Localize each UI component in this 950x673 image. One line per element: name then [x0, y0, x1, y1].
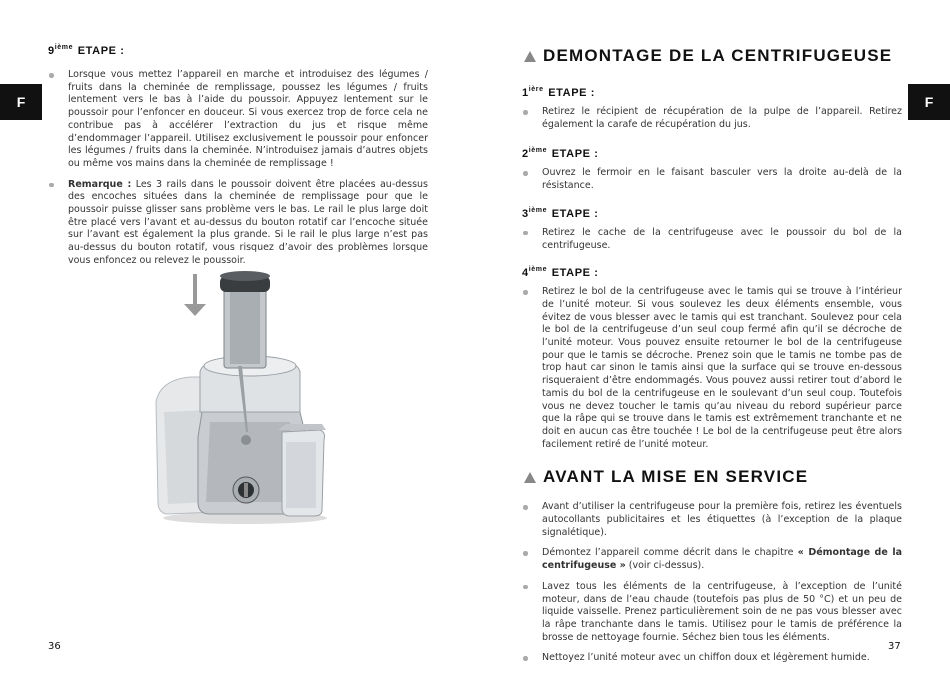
list-item: [522, 501, 902, 539]
juicer-illustration: [150, 262, 330, 527]
step-ordinal: ième: [54, 44, 74, 51]
remark-label: Remarque :: [68, 178, 132, 190]
step-3-title: [522, 207, 902, 220]
page-number-left: 36: [48, 641, 61, 652]
step-label: ETAPE :: [551, 267, 599, 280]
bullet-icon: [523, 171, 528, 176]
step-block: [522, 266, 902, 451]
step-label: ETAPE :: [548, 87, 596, 99]
step-number: 4: [522, 267, 529, 280]
list-item-text: Démontez l’appareil comme décrit dans le chapitre: [542, 547, 798, 559]
step-ordinal: ière: [528, 86, 544, 93]
list-item-text: Retirez le récipient de récupération de la pulpe de l’appareil. Retirez également la carafe de récupération du jus.: [542, 106, 902, 130]
step-9-title: [48, 44, 428, 57]
bullet-icon: [523, 231, 528, 236]
down-arrow-icon: [184, 274, 206, 316]
step-4-title: [522, 266, 902, 279]
list-item-text: Lorsque vous mettez l’appareil en marche et introduisez des légumes / fruits dans la cheminée de remplissage, poussez les légumes / fruits lentement vers le bas à l’aide du poussoir. Appuyez lentement sur le poussoir pour l’enfoncer en douceur. Si vous exercez trop de force cela ne contribue pas à accélérer l’extraction du jus et risque même d’endommager l’appareil. Utilisez exclusivement le poussoir pour enfoncer les légumes / fruits dans la cheminée. N’introduisez jamais d’autres objets ou même vos mains dans la cheminée de remplissage !: [68, 69, 428, 169]
step-number: 2: [522, 148, 529, 161]
list-item: [48, 179, 428, 268]
list-item: [48, 69, 428, 171]
bullet-icon: [523, 585, 528, 590]
step-ordinal: ième: [528, 206, 548, 214]
list-item-text: Retirez le bol de la centrifugeuse avec le tamis qui se trouve à l’intérieur de l’unité moteur. Si vous soulevez les deux éléments ensemble, vous évitez de vous blesser avec le tamis qui est tranchant. Soulevez pour cela le bol de la centrifugeuse d’un seul coup fermé afin qu’il se décroche de l’unité moteur. Vous pouvez ensuite retourner le bol de la centrifugeuse pour que le tamis se décroche. Prenez soin que le tamis ne tombe pas de trop haut car sinon le tamis ainsi que la surface qui se trouve en-dessous risqueraient d’être endommagés. Vous pouvez aussi retirer tout d’abord le tamis du bol de la centrifugeuse en le soulevant d’un seul coup. Toutefois vous ne devez toucher le tamis qu’au niveau du rebord supérieur parce que la râpe qui se trouve dans le tamis est extrêmement tranchante et ne doit en aucun cas être touchée ! Le bol de la centrifugeuse peut être alors facilement retiré de l’unité moteur.: [542, 286, 902, 450]
bullet-icon: [523, 551, 528, 556]
chapter-reference: « Démontage de la centrifugeuse »: [542, 547, 902, 572]
list-item: [522, 227, 902, 252]
step-label: ETAPE :: [551, 148, 599, 161]
service-list: [522, 501, 902, 665]
list-item: [522, 106, 902, 131]
remark-text: Les 3 rails dans le poussoir doivent être placées au-dessus des encoches situées dans la cheminée de remplissage pour que le poussoir puisse glisser sans problème vers le bas. Le rail le plus large doit être placé vers l’avant et au-dessus du bouton rotatif car l’encoche située sur l’avant est également la plus grande. Si le rail le plus large n’est pas au-dessus du bouton rotatif, vous risquez d’avoir des problèmes lorsque vous enfoncez ou relevez le poussoir.: [68, 178, 429, 266]
step-number: 3: [522, 207, 529, 220]
step-number: 9: [48, 45, 55, 57]
right-column: [522, 46, 902, 673]
section-title-text: AVANT LA MISE EN SERVICE: [543, 467, 809, 487]
step-label: ETAPE :: [77, 45, 125, 57]
list-item: [522, 167, 902, 192]
list-item: [522, 286, 902, 451]
language-tab-left: F: [0, 84, 42, 120]
list-item-text: Avant d’utiliser la centrifugeuse pour la première fois, retirez les éventuels autocollants publicitaires et les étiquettes (à l’exception de la plaque signalétique).: [542, 501, 902, 538]
list-item-text: Lavez tous les éléments de la centrifugeuse, à l’exception de l’unité moteur, dans de l’eau chaude (toutefois pas plus de 50 °C) et un peu de liquide vaisselle. Prenez particulièrement soin de ne pas vous blesser avec la râpe tranchante dans le tamis. Utilisez pour le tamis de préférence la brosse de nettoyage fournie. Séchez bien tous les éléments.: [542, 580, 902, 643]
step-label: ETAPE :: [551, 207, 599, 220]
bullet-icon: [523, 505, 528, 510]
triangle-icon: [524, 51, 536, 62]
list-item-text: Ouvrez le fermoir en le faisant basculer vers la droite au-delà de la résistance.: [542, 167, 902, 192]
list-item: [522, 581, 902, 645]
bullet-icon: [523, 656, 528, 661]
bullet-icon: [523, 290, 528, 295]
list-item-text: (voir ci-dessus).: [625, 560, 705, 572]
section-title-demontage: [522, 46, 902, 66]
step-block: [522, 207, 902, 252]
list-item-text: Nettoyez l’unité moteur avec un chiffon doux et légèrement humide.: [542, 652, 870, 664]
step-block: [522, 147, 902, 192]
language-tab-right: F: [908, 84, 950, 120]
list-item: [522, 547, 902, 572]
step-ordinal: ième: [528, 147, 548, 155]
list-item-text: Retirez le cache de la centrifugeuse avec le poussoir du bol de la centrifugeuse.: [542, 226, 902, 251]
page-number-right: 37: [888, 641, 901, 652]
step-ordinal: ième: [528, 266, 548, 274]
bullet-icon: [523, 110, 528, 115]
step-1-title: [522, 86, 902, 99]
bullet-icon: [49, 73, 54, 78]
step-number: 1: [522, 87, 529, 99]
bullet-icon: [49, 183, 54, 188]
step-2-title: [522, 147, 902, 160]
section-title-text: DEMONTAGE DE LA CENTRIFUGEUSE: [543, 46, 893, 65]
section-title-service: [522, 467, 902, 487]
step-9-list: [48, 69, 428, 268]
step-block: [522, 86, 902, 131]
list-item: [522, 652, 902, 665]
left-column: [48, 44, 428, 276]
triangle-icon: [524, 472, 536, 483]
